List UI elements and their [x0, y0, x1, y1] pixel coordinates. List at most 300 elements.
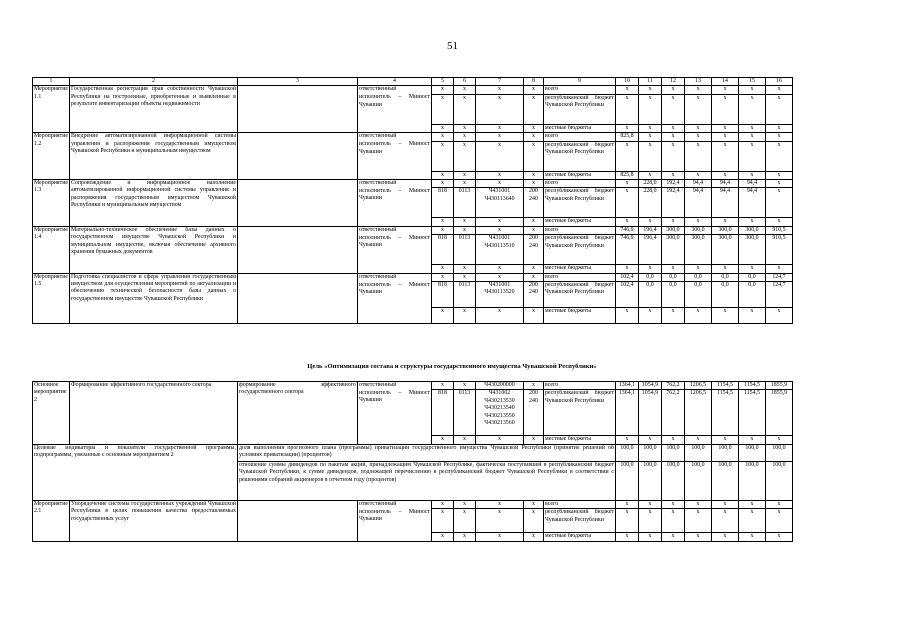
goal-table	[32, 381, 793, 542]
value-cell: х	[638, 94, 661, 124]
value-cell: х	[738, 218, 765, 226]
source-local: местные бюджеты	[543, 218, 615, 226]
indicators-label: Целевые индикаторы и показатели государственной программы, подпрограммы, увязанные с основным мероприятием 2	[33, 444, 238, 500]
value-cell: х	[638, 141, 661, 171]
event-col3	[237, 180, 357, 227]
cell: х	[523, 500, 543, 508]
value-cell: х	[738, 509, 765, 533]
cell: х	[523, 265, 543, 273]
value-cell: х	[711, 133, 738, 141]
value-cell: 0,0	[638, 282, 661, 308]
value-cell: 746,9	[615, 226, 638, 234]
value-cell: х	[765, 124, 792, 132]
vr-code: 200 240	[523, 235, 543, 265]
value-cell: 94,4	[684, 188, 711, 218]
source-total: всего	[543, 382, 615, 390]
value-cell: 300,0	[711, 235, 738, 265]
cell: х	[523, 133, 543, 141]
source-republic: республиканский бюджет Чувашской Республики	[543, 235, 615, 265]
cell: х	[475, 86, 523, 94]
value-cell: х	[711, 218, 738, 226]
table-row	[33, 133, 793, 141]
value-cell: 746,9	[615, 235, 638, 265]
value-cell: 100,0	[638, 444, 661, 461]
vr-code: 200 240	[523, 282, 543, 308]
value-cell: х	[765, 265, 792, 273]
event-name: Государственная регистрация прав собственности Чувашской Республики на построенные, приобретенные и выявленные в результате инвентаризации объекты недвижимости	[69, 86, 237, 133]
value-cell: х	[765, 86, 792, 94]
value-cell: 300,0	[738, 226, 765, 234]
rz-code: х	[453, 94, 475, 124]
value-cell: х	[638, 500, 661, 508]
value-cell: 300,0	[738, 235, 765, 265]
value-cell: 94,4	[711, 188, 738, 218]
vr-code: 200 240	[523, 390, 543, 436]
value-cell: х	[615, 180, 638, 188]
cell: х	[475, 533, 523, 541]
value-cell: х	[684, 141, 711, 171]
value-cell: х	[684, 509, 711, 533]
value-cell: х	[765, 436, 792, 444]
value-cell: 0,0	[638, 273, 661, 281]
rz-code: 0113	[453, 188, 475, 218]
cell: х	[453, 265, 475, 273]
value-cell: 0,0	[711, 273, 738, 281]
cell: х	[431, 500, 453, 508]
table-row	[33, 226, 793, 234]
value-cell: 100,0	[738, 444, 765, 461]
cell: х	[475, 308, 523, 324]
value-cell: х	[711, 141, 738, 171]
event-id: Мероприятие 1.5	[33, 273, 70, 323]
event-name: Материально-техническое обеспечение базы данных о государственном имуществе Чувашской Республики и муниципальном имуществе, включая обеспечение архивного хранения бумажных документов	[69, 226, 237, 273]
value-cell: х	[738, 94, 765, 124]
cell: х	[431, 308, 453, 324]
value-cell: х	[765, 509, 792, 533]
csr-code: Ч431001 Ч430113520	[475, 282, 523, 308]
cell: х	[453, 500, 475, 508]
value-cell: х	[615, 265, 638, 273]
rz-code: 0113	[453, 235, 475, 265]
cell: х	[453, 436, 475, 444]
value-cell: х	[738, 265, 765, 273]
source-total: всего	[543, 133, 615, 141]
gr-code: 818	[431, 188, 453, 218]
value-cell: х	[661, 141, 684, 171]
header-cell: 7	[475, 78, 523, 86]
responsible-label: ответственный	[357, 133, 431, 141]
cell: х	[523, 86, 543, 94]
value-cell: 196,4	[638, 226, 661, 234]
value-cell: х	[638, 218, 661, 226]
cell: х	[475, 500, 523, 508]
value-cell: х	[711, 509, 738, 533]
source-republic: республиканский бюджет Чувашской Республики	[543, 188, 615, 218]
event-id: Мероприятие 1.4	[33, 226, 70, 273]
value-cell: 0,0	[711, 282, 738, 308]
table-row	[33, 500, 793, 508]
value-cell: х	[661, 500, 684, 508]
cell: х	[431, 265, 453, 273]
value-cell: х	[684, 171, 711, 179]
value-cell: 0,0	[661, 273, 684, 281]
value-cell: 228,0	[638, 188, 661, 218]
value-cell: 124,7	[765, 273, 792, 281]
cell: х	[453, 308, 475, 324]
value-cell: 762,2	[661, 382, 684, 390]
header-cell: 14	[711, 78, 738, 86]
value-cell: 94,4	[738, 180, 765, 188]
cell: х	[431, 226, 453, 234]
value-cell: х	[684, 218, 711, 226]
cell: х	[475, 509, 523, 533]
value-cell: 1154,5	[738, 390, 765, 436]
event-name: Внедрение автоматизированной информационной системы управления и распоряжения государственным имуществом Чувашской Республики и муниципальным имуществом	[69, 133, 237, 180]
value-cell: х	[684, 94, 711, 124]
value-cell: х	[615, 436, 638, 444]
source-republic: республиканский бюджет Чувашской Республики	[543, 509, 615, 533]
cell: х	[431, 509, 453, 533]
cell: х	[475, 124, 523, 132]
value-cell: х	[765, 533, 792, 541]
value-cell: 762,2	[661, 390, 684, 436]
value-cell: 100,0	[615, 444, 638, 461]
cell: х	[431, 382, 453, 390]
value-cell: 825,8	[615, 133, 638, 141]
cell: х	[475, 265, 523, 273]
cell: х	[523, 226, 543, 234]
source-local: местные бюджеты	[543, 171, 615, 179]
cell: х	[431, 171, 453, 179]
value-cell: 1054,9	[638, 382, 661, 390]
csr-code: х	[475, 141, 523, 171]
value-cell: 228,0	[638, 180, 661, 188]
value-cell: х	[738, 133, 765, 141]
value-cell: 100,0	[684, 444, 711, 461]
value-cell: 192,4	[661, 180, 684, 188]
csr-code: х	[475, 94, 523, 124]
event-id: Мероприятие 1.3	[33, 180, 70, 227]
value-cell: х	[638, 509, 661, 533]
value-cell: х	[711, 86, 738, 94]
responsible-label: ответственный	[357, 86, 431, 94]
value-cell: х	[765, 308, 792, 324]
source-total: всего	[543, 86, 615, 94]
value-cell: х	[638, 265, 661, 273]
value-cell: х	[738, 500, 765, 508]
cell: х	[453, 124, 475, 132]
value-cell: 1154,5	[738, 382, 765, 390]
value-cell: х	[661, 218, 684, 226]
value-cell: х	[684, 86, 711, 94]
responsible-label: ответственный	[357, 226, 431, 234]
event-id: Мероприятие 1.2	[33, 133, 70, 180]
cell: х	[431, 436, 453, 444]
cell: х	[453, 273, 475, 281]
cell: х	[475, 226, 523, 234]
cell: х	[431, 533, 453, 541]
main-event-goal: формирование эффективного государственного сектора	[237, 382, 357, 445]
value-cell: 94,4	[711, 180, 738, 188]
main-event-name: Формирование эффективного государственного сектора	[69, 382, 237, 445]
cell: х	[523, 218, 543, 226]
value-cell: х	[661, 436, 684, 444]
source-local: местные бюджеты	[543, 436, 615, 444]
rz-code: 0113	[453, 390, 475, 436]
value-cell: 300,0	[684, 235, 711, 265]
value-cell: х	[738, 141, 765, 171]
value-cell: х	[738, 86, 765, 94]
cell: х	[453, 226, 475, 234]
main-event-id: Основное мероприятие 2	[33, 382, 70, 445]
value-cell: 1364,1	[615, 390, 638, 436]
responsible-label: ответственный	[357, 180, 431, 188]
cell: х	[523, 533, 543, 541]
source-republic: республиканский бюджет Чувашской Республики	[543, 390, 615, 436]
value-cell: х	[661, 94, 684, 124]
value-cell: х	[684, 124, 711, 132]
header-cell: 6	[453, 78, 475, 86]
cell: х	[453, 133, 475, 141]
source-total: всего	[543, 273, 615, 281]
cell: х	[523, 308, 543, 324]
header-cell: 5	[431, 78, 453, 86]
responsible-label: ответственный	[357, 500, 431, 508]
cell: х	[431, 180, 453, 188]
value-cell: х	[738, 308, 765, 324]
value-cell: х	[615, 509, 638, 533]
value-cell: х	[738, 124, 765, 132]
value-cell: х	[711, 308, 738, 324]
value-cell: х	[711, 500, 738, 508]
cell: х	[523, 180, 543, 188]
value-cell: х	[738, 171, 765, 179]
event-name: Подготовка специалистов в сфере управления государственным имуществом для осуществления мероприятий по актуализации и обеспечению технической безопасности базы данных о государственном имуществе Чувашской Республики	[69, 273, 237, 323]
value-cell: х	[684, 436, 711, 444]
value-cell: 300,0	[684, 226, 711, 234]
executor-label: исполнитель – Минюст Чувашии	[357, 390, 431, 444]
value-cell: х	[765, 188, 792, 218]
value-cell: х	[711, 124, 738, 132]
event-name: Сопровождение и информационное наполнение автоматизированной информационной системы управления и распоряжения государственным имуществом Чувашской Республики и муниципальным имуществом	[69, 180, 237, 227]
cell: х	[523, 382, 543, 390]
value-cell: х	[661, 308, 684, 324]
header-cell: 12	[661, 78, 684, 86]
program-table	[32, 77, 793, 324]
table-row	[33, 444, 793, 461]
value-cell: х	[615, 86, 638, 94]
cell: х	[453, 180, 475, 188]
value-cell: 124,7	[765, 282, 792, 308]
cell: х	[431, 86, 453, 94]
value-cell: 100,0	[765, 444, 792, 461]
value-cell: х	[661, 265, 684, 273]
value-cell: 100,0	[738, 461, 765, 500]
value-cell: 196,4	[638, 235, 661, 265]
value-cell: х	[684, 500, 711, 508]
value-cell: х	[638, 308, 661, 324]
cell: х	[523, 171, 543, 179]
cell: х	[453, 171, 475, 179]
header-cell: 16	[765, 78, 792, 86]
csr-code: Ч431002 Ч430213530 Ч430213540 Ч430213550 Ч430213560	[475, 390, 523, 436]
cell: х	[453, 86, 475, 94]
value-cell: 0,0	[738, 273, 765, 281]
value-cell: 100,0	[711, 461, 738, 500]
value-cell: х	[684, 308, 711, 324]
source-total: всего	[543, 500, 615, 508]
value-cell: 1054,9	[638, 390, 661, 436]
value-cell: х	[765, 180, 792, 188]
gr-code: 818	[431, 390, 453, 436]
value-cell: х	[661, 171, 684, 179]
value-cell: х	[765, 133, 792, 141]
responsible-label: ответственный	[357, 273, 431, 281]
value-cell: 0,0	[684, 282, 711, 308]
value-cell: 1855,9	[765, 390, 792, 436]
value-cell: 300,0	[711, 226, 738, 234]
value-cell: х	[711, 94, 738, 124]
gr-code: 818	[431, 235, 453, 265]
event-name: Упорядочение системы государственных учреждений Чувашской Республики в целях повышения качества предоставляемых государственных услуг	[69, 500, 237, 541]
vr-code: х	[523, 94, 543, 124]
value-cell: 100,0	[661, 444, 684, 461]
indicator-text: доля выполнения прогнозного плана (программы) приватизации государственного имущества Чувашской Республики (принятие решений об условиях приватизации) (процентов)	[237, 444, 615, 461]
value-cell: 910,5	[765, 226, 792, 234]
value-cell: х	[684, 265, 711, 273]
gr-code: х	[431, 94, 453, 124]
value-cell: х	[638, 533, 661, 541]
value-cell: 94,4	[684, 180, 711, 188]
value-cell: 102,4	[615, 282, 638, 308]
cell: х	[431, 124, 453, 132]
gr-code: х	[431, 141, 453, 171]
source-local: местные бюджеты	[543, 124, 615, 132]
cell: х	[453, 509, 475, 533]
value-cell: 192,4	[661, 188, 684, 218]
value-cell: 94,4	[738, 188, 765, 218]
gr-code: 818	[431, 282, 453, 308]
cell: х	[475, 436, 523, 444]
value-cell: х	[638, 124, 661, 132]
source-local: местные бюджеты	[543, 308, 615, 324]
event-id: Мероприятие 2.1	[33, 500, 70, 541]
event-col3	[237, 273, 357, 323]
value-cell: 100,0	[638, 461, 661, 500]
header-cell: 10	[615, 78, 638, 86]
value-cell: х	[765, 171, 792, 179]
cell: х	[453, 533, 475, 541]
value-cell: 100,0	[765, 461, 792, 500]
rz-code: 0113	[453, 282, 475, 308]
value-cell: 1364,1	[615, 382, 638, 390]
cell: х	[475, 218, 523, 226]
value-cell: х	[615, 124, 638, 132]
value-cell: х	[661, 86, 684, 94]
table-row	[33, 86, 793, 94]
source-republic: республиканский бюджет Чувашской Республики	[543, 141, 615, 171]
rz-code: х	[453, 141, 475, 171]
vr-code: 200 240	[523, 188, 543, 218]
value-cell: 300,0	[661, 226, 684, 234]
value-cell: 100,0	[711, 444, 738, 461]
value-cell: х	[615, 218, 638, 226]
header-cell: 15	[738, 78, 765, 86]
value-cell: 102,4	[615, 273, 638, 281]
cell: х	[475, 180, 523, 188]
value-cell: 1206,5	[684, 390, 711, 436]
value-cell: х	[711, 436, 738, 444]
value-cell: 1154,5	[711, 390, 738, 436]
header-cell: 9	[543, 78, 615, 86]
value-cell: 100,0	[684, 461, 711, 500]
page-number: 51	[447, 40, 458, 52]
value-cell: х	[615, 141, 638, 171]
source-total: всего	[543, 180, 615, 188]
csr-code: Ч431001 Ч430113640	[475, 188, 523, 218]
value-cell: х	[765, 94, 792, 124]
cell: х	[523, 509, 543, 533]
executor-label: исполнитель – Минюст Чувашии	[357, 235, 431, 273]
responsible-label: ответственный	[357, 382, 431, 390]
value-cell: х	[738, 436, 765, 444]
header-cell: 2	[69, 78, 237, 86]
value-cell: х	[615, 308, 638, 324]
value-cell: х	[661, 533, 684, 541]
executor-label: исполнитель – Минюст Чувашии	[357, 141, 431, 179]
cell: х	[475, 133, 523, 141]
cell: х	[431, 273, 453, 281]
value-cell: х	[711, 265, 738, 273]
value-cell: х	[661, 133, 684, 141]
csr-code: Ч430200000	[475, 382, 523, 390]
table-row	[33, 382, 793, 390]
executor-label: исполнитель – Минюст Чувашии	[357, 94, 431, 132]
executor-label: исполнитель – Минюст Чувашии	[357, 282, 431, 324]
table-row	[33, 180, 793, 188]
executor-label: исполнитель – Минюст Чувашии	[357, 509, 431, 541]
value-cell: 300,0	[661, 235, 684, 265]
cell: х	[523, 436, 543, 444]
value-cell: 100,0	[615, 461, 638, 500]
value-cell: 1154,5	[711, 382, 738, 390]
value-cell: х	[765, 218, 792, 226]
value-cell: х	[765, 141, 792, 171]
value-cell: х	[661, 509, 684, 533]
indicator-text: отношение суммы дивидендов по пакетам акций, принадлежащим Чувашской Республике, фактически поступившей в республиканский бюджет Чувашской Республики, к сумме дивидендов, подлежащей перечислению в республиканский бюджет Чувашской Республики в соответствии с решениями собраний акционеров в отчетном году (процентов)	[237, 461, 615, 500]
cell: х	[523, 273, 543, 281]
value-cell: х	[638, 86, 661, 94]
value-cell: х	[615, 188, 638, 218]
cell: х	[475, 171, 523, 179]
table-row	[33, 78, 793, 86]
event-col3	[237, 86, 357, 133]
value-cell: х	[684, 133, 711, 141]
event-col3	[237, 500, 357, 541]
executor-label: исполнитель – Минюст Чувашии	[357, 188, 431, 226]
source-republic: республиканский бюджет Чувашской Республики	[543, 94, 615, 124]
value-cell: х	[684, 533, 711, 541]
cell: х	[453, 382, 475, 390]
event-col3	[237, 133, 357, 180]
value-cell: 910,5	[765, 235, 792, 265]
value-cell: х	[738, 533, 765, 541]
value-cell: 100,0	[661, 461, 684, 500]
value-cell: х	[615, 533, 638, 541]
value-cell: 0,0	[661, 282, 684, 308]
value-cell: х	[711, 533, 738, 541]
value-cell: 1206,5	[684, 382, 711, 390]
